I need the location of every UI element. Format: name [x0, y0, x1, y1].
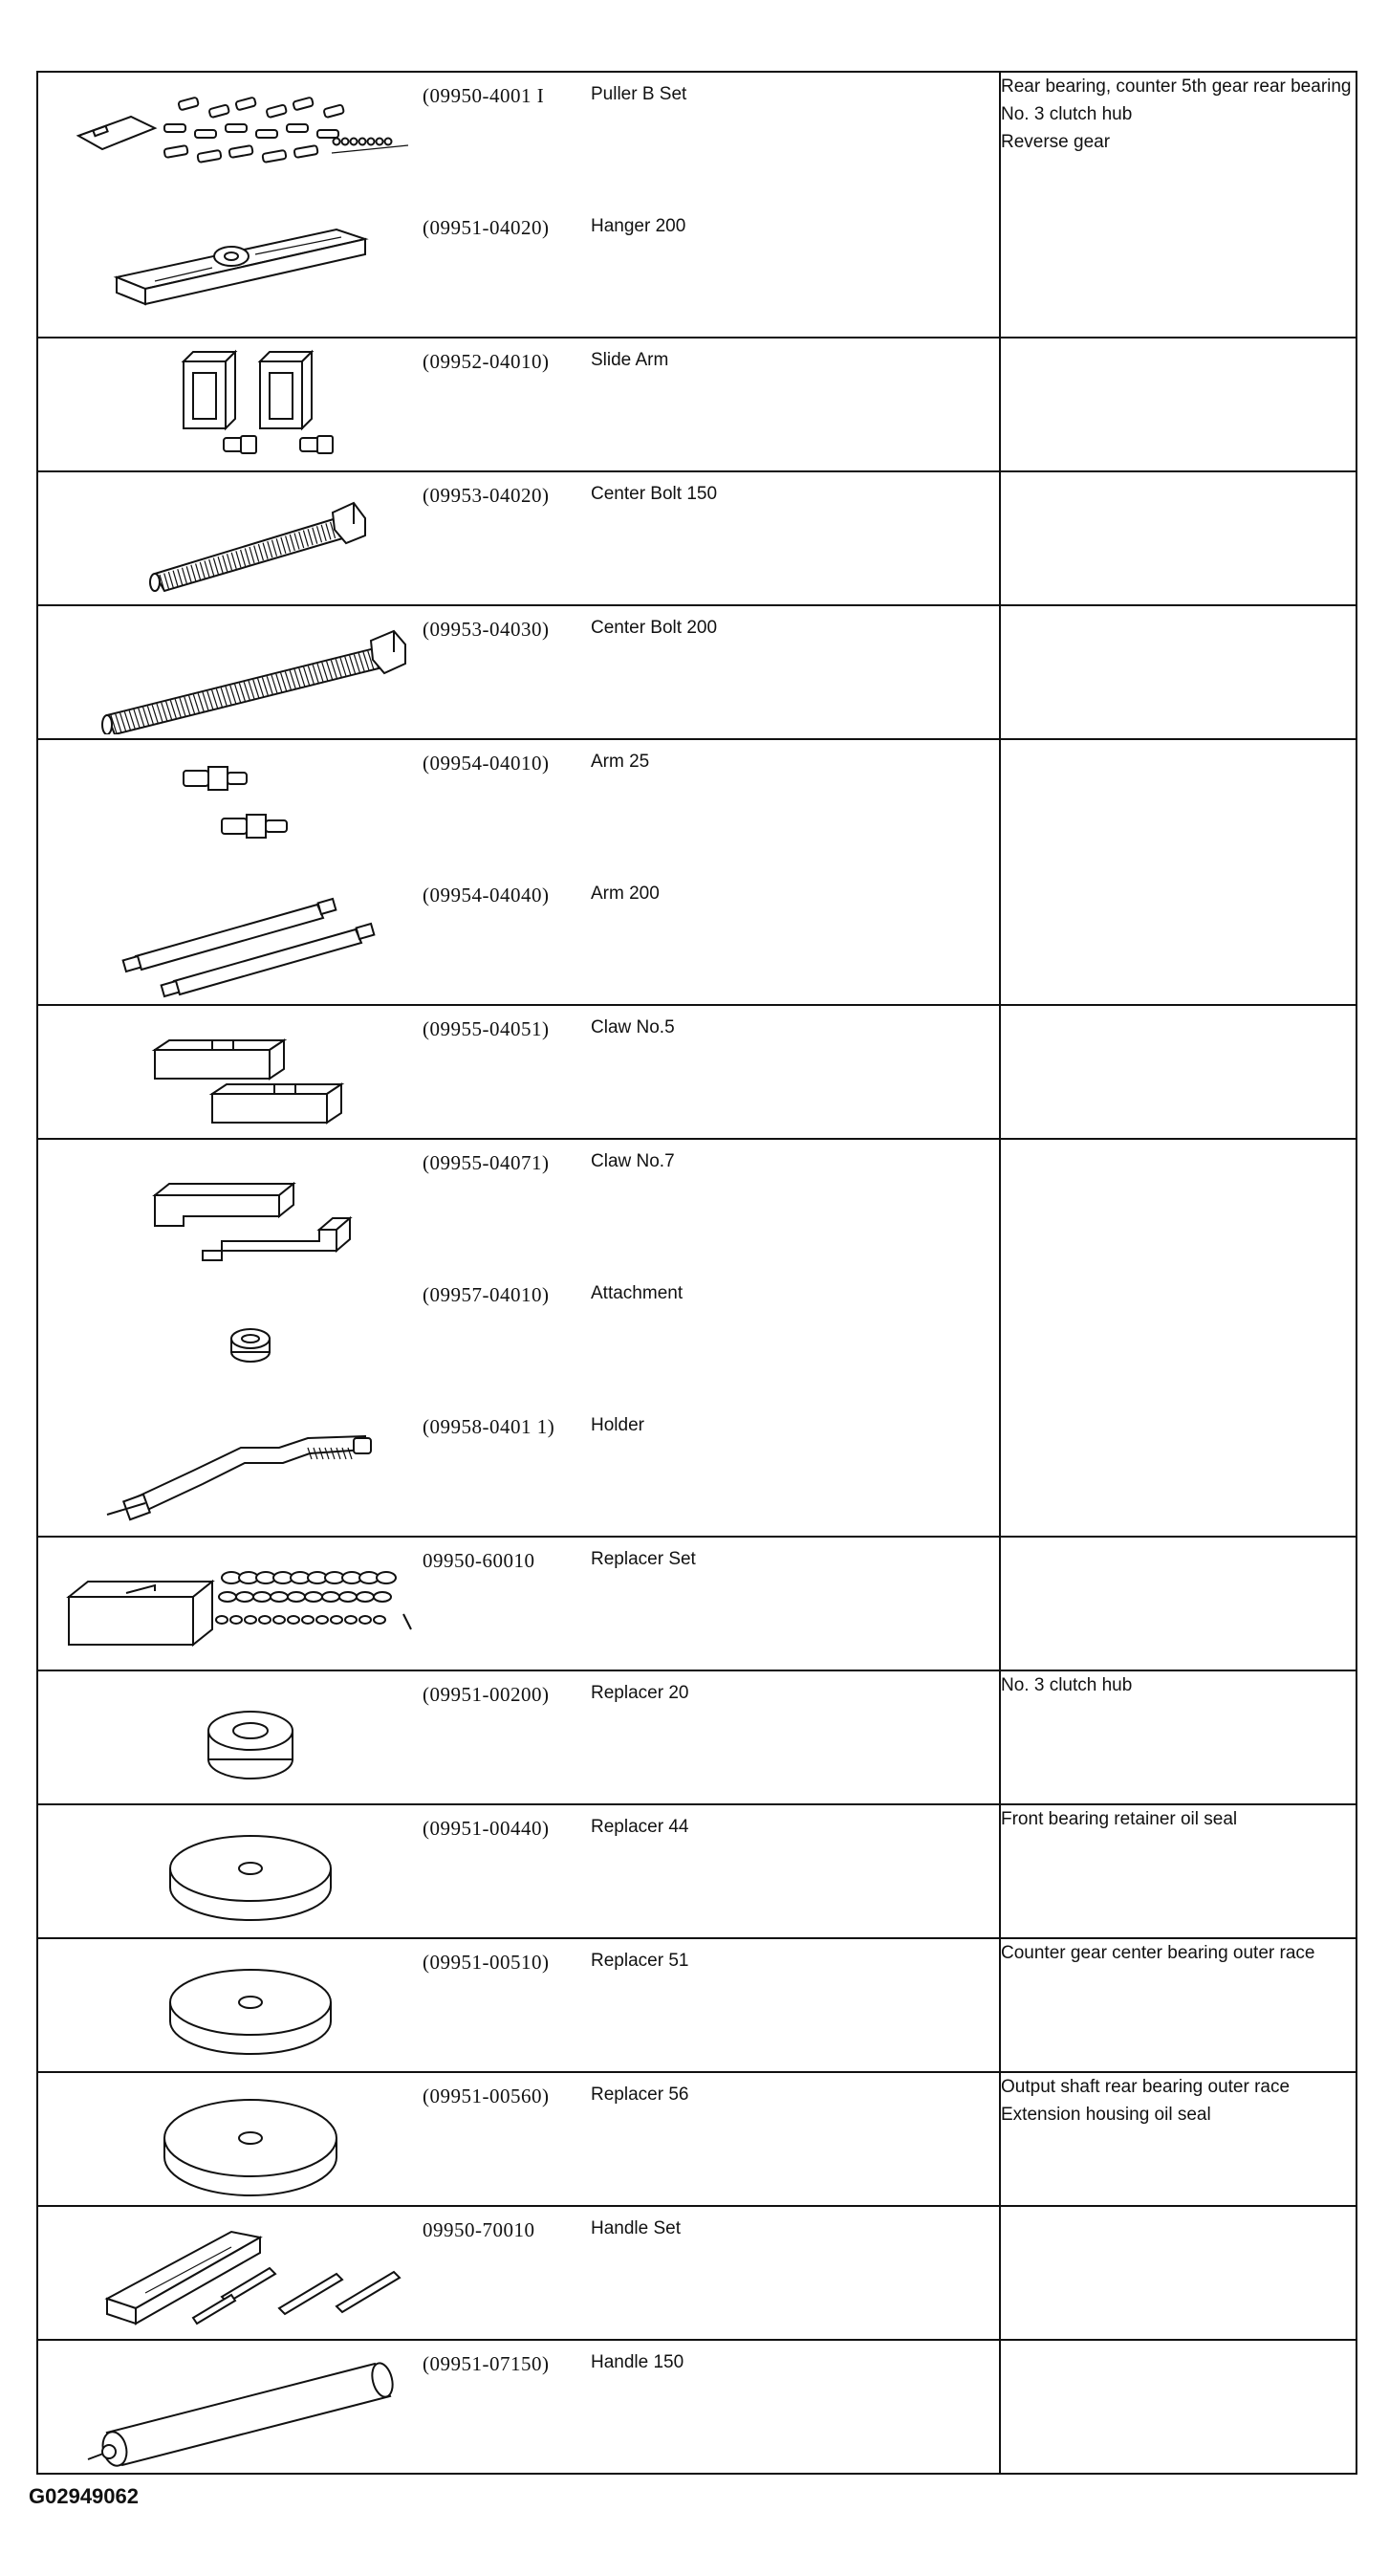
part-number: 09950-60010	[423, 1549, 535, 1572]
tool-cell	[37, 1804, 1000, 1938]
tool-item	[38, 1006, 999, 1138]
tool-illustration	[50, 2079, 432, 2201]
hanger-icon	[50, 210, 432, 333]
tool-illustration	[50, 78, 432, 201]
tool-item	[38, 1140, 999, 1272]
claw-icon	[50, 1012, 432, 1134]
tool-name: Center Bolt 200	[591, 618, 718, 638]
part-number: (09950-4001 I	[423, 84, 545, 107]
usage-text: No. 3 clutch hub	[1001, 1675, 1133, 1695]
tool-name: Replacer Set	[591, 1549, 696, 1569]
tool-row	[37, 1804, 1356, 1938]
tool-item	[38, 1805, 999, 1937]
part-number: (09955-04071)	[423, 1151, 550, 1174]
tool-cell	[37, 1139, 1000, 1537]
usage-cell	[1000, 1139, 1356, 1537]
tool-row	[37, 605, 1356, 739]
replacer-disc-large-icon	[50, 2079, 432, 2201]
tool-illustration	[50, 1409, 432, 1532]
usage-text: Front bearing retainer oil seal	[1001, 1809, 1238, 1829]
tool-illustration	[50, 878, 432, 1000]
usage-text: Rear bearing, counter 5th gear rear bearing	[1001, 76, 1352, 97]
slide-arm-icon	[50, 344, 432, 467]
part-number: (09954-04040)	[423, 884, 550, 906]
tool-cell	[37, 2072, 1000, 2206]
usage-cell	[1000, 605, 1356, 739]
tool-item	[38, 338, 999, 470]
tool-row	[37, 1139, 1356, 1537]
tool-cell	[37, 471, 1000, 605]
tool-cell	[37, 2206, 1000, 2340]
tool-item	[38, 1939, 999, 2071]
handle-icon	[50, 2347, 432, 2469]
usage-text: Counter gear center bearing outer race	[1001, 1943, 1315, 1963]
part-number: (09951-07150)	[423, 2352, 550, 2375]
tool-row	[37, 72, 1356, 338]
tool-cell	[37, 72, 1000, 338]
replacer-set-icon	[50, 1543, 432, 1666]
usage-text: Extension housing oil seal	[1001, 2105, 1211, 2125]
tool-name: Handle 150	[591, 2352, 684, 2372]
usage-cell	[1000, 1804, 1356, 1938]
tool-illustration	[50, 1277, 432, 1400]
part-number: (09954-04010)	[423, 752, 550, 775]
tool-name: Claw No.5	[591, 1017, 675, 1037]
tool-cell	[37, 605, 1000, 739]
usage-cell	[1000, 1537, 1356, 1670]
tool-name: Handle Set	[591, 2218, 682, 2238]
tool-row	[37, 2072, 1356, 2206]
part-number: 09950-70010	[423, 2218, 535, 2241]
tool-name: Replacer 44	[591, 1817, 689, 1837]
tool-item	[38, 2207, 999, 2339]
part-number: (09957-04010)	[423, 1283, 550, 1306]
tool-name: Puller B Set	[591, 84, 687, 104]
short-arm-icon	[50, 746, 432, 868]
part-number: (09953-04020)	[423, 484, 550, 507]
center-bolt-long-icon	[50, 612, 432, 734]
tool-illustration	[50, 478, 432, 600]
tool-cell	[37, 2340, 1000, 2474]
puller-set-icon	[50, 78, 432, 201]
holder-icon	[50, 1409, 432, 1532]
usage-cell	[1000, 1670, 1356, 1804]
tool-item	[38, 1404, 999, 1536]
usage-cell	[1000, 72, 1356, 338]
tool-item	[38, 472, 999, 604]
usage-cell	[1000, 2206, 1356, 2340]
tool-item	[38, 740, 999, 872]
tool-name: Arm 25	[591, 752, 650, 772]
tool-illustration	[50, 1945, 432, 2067]
attachment-icon	[50, 1277, 432, 1400]
tool-name: Replacer 51	[591, 1951, 689, 1971]
usage-cell	[1000, 1938, 1356, 2072]
part-number: (09951-00200)	[423, 1683, 550, 1706]
tool-cell	[37, 1938, 1000, 2072]
tool-item	[38, 205, 999, 337]
tool-cell	[37, 1005, 1000, 1139]
usage-cell	[1000, 471, 1356, 605]
part-number: (09952-04010)	[423, 350, 550, 373]
tool-name: Slide Arm	[591, 350, 669, 370]
tool-item	[38, 73, 999, 205]
usage-text: Output shaft rear bearing outer race	[1001, 2077, 1291, 2097]
tool-name: Holder	[591, 1415, 644, 1435]
tool-illustration	[50, 1811, 432, 1933]
tool-item	[38, 606, 999, 738]
handle-set-icon	[50, 2213, 432, 2335]
usage-cell	[1000, 2340, 1356, 2474]
tool-illustration	[50, 612, 432, 734]
tool-cell	[37, 338, 1000, 471]
replacer-disc-icon	[50, 1811, 432, 1933]
tool-row	[37, 2206, 1356, 2340]
usage-cell	[1000, 338, 1356, 471]
tool-name: Center Bolt 150	[591, 484, 718, 504]
long-arm-icon	[50, 878, 432, 1000]
tool-row	[37, 739, 1356, 1005]
tool-item	[38, 872, 999, 1004]
tool-row	[37, 471, 1356, 605]
tool-cell	[37, 1670, 1000, 1804]
usage-text: No. 3 clutch hub	[1001, 104, 1133, 124]
tool-row	[37, 2340, 1356, 2474]
tool-row	[37, 1537, 1356, 1670]
tool-illustration	[50, 210, 432, 333]
part-number: (09958-0401 1)	[423, 1415, 555, 1438]
tool-name: Arm 200	[591, 884, 660, 904]
tool-illustration	[50, 746, 432, 868]
usage-cell	[1000, 1005, 1356, 1139]
part-number: (09951-04020)	[423, 216, 550, 239]
replacer-disc-icon	[50, 1945, 432, 2067]
tool-item	[38, 1272, 999, 1404]
tool-row	[37, 1005, 1356, 1139]
tool-illustration	[50, 1543, 432, 1666]
tool-illustration	[50, 1146, 432, 1268]
tools-table	[36, 71, 1357, 2475]
part-number: (09951-00440)	[423, 1817, 550, 1840]
tool-illustration	[50, 2213, 432, 2335]
usage-cell	[1000, 2072, 1356, 2206]
tool-row	[37, 1938, 1356, 2072]
usage-cell	[1000, 739, 1356, 1005]
tool-name: Claw No.7	[591, 1151, 675, 1171]
tool-name: Hanger 200	[591, 216, 686, 236]
part-number: (09953-04030)	[423, 618, 550, 641]
tool-item	[38, 1671, 999, 1803]
tool-item	[38, 2073, 999, 2205]
tool-row	[37, 1670, 1356, 1804]
tool-item	[38, 2341, 999, 2473]
tool-name: Attachment	[591, 1283, 684, 1303]
tool-illustration	[50, 1012, 432, 1134]
usage-text: Reverse gear	[1001, 132, 1111, 152]
tool-illustration	[50, 1677, 432, 1800]
tool-illustration	[50, 2347, 432, 2469]
tool-cell	[37, 1537, 1000, 1670]
tool-illustration	[50, 344, 432, 467]
tool-name: Replacer 20	[591, 1683, 689, 1703]
center-bolt-icon	[50, 478, 432, 600]
tool-name: Replacer 56	[591, 2085, 689, 2105]
figure-id: G02949062	[29, 2484, 139, 2508]
replacer-small-icon	[50, 1677, 432, 1800]
claw-hook-icon	[50, 1146, 432, 1268]
part-number: (09951-00560)	[423, 2085, 550, 2107]
tool-cell	[37, 739, 1000, 1005]
tool-row	[37, 338, 1356, 471]
part-number: (09951-00510)	[423, 1951, 550, 1974]
tool-item	[38, 1538, 999, 1670]
part-number: (09955-04051)	[423, 1017, 550, 1040]
